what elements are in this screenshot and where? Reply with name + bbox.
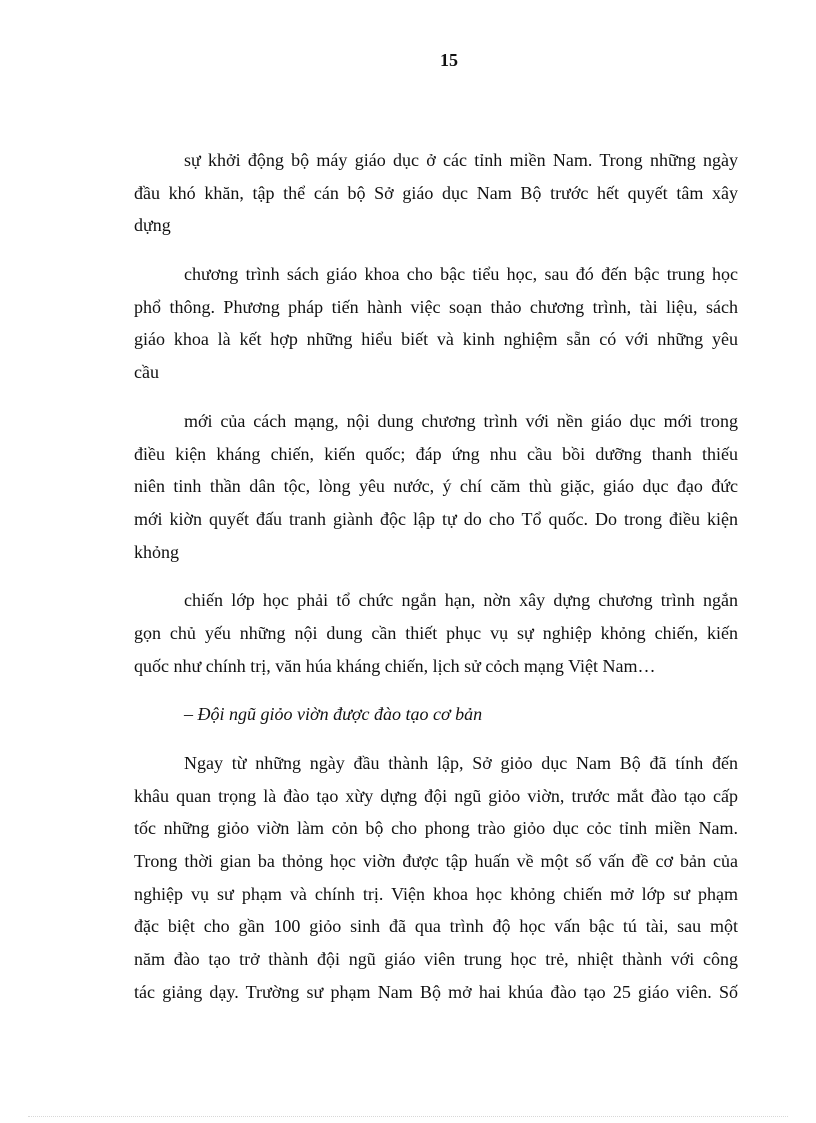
text-line: tác giảng dạy. Trường sư phạm Nam Bộ mở hai khúa đào tạo 25 giáo viên. Số <box>134 981 738 1002</box>
text-line: mới của cách mạng, nội dung chương trình với nền giáo dục mới trong <box>184 410 738 431</box>
page-number: 15 <box>440 50 458 70</box>
page-bottom-rule <box>28 1116 788 1117</box>
text-line: chiến lớp học phải tổ chức ngắn hạn, nờn xây dựng chương trình ngắn <box>184 590 738 611</box>
text-line: phổ thông. Phương pháp tiến hành việc soạn thảo chương trình, tài liệu, sách <box>134 296 738 317</box>
text-line: giáo khoa là kết hợp những hiểu biết và kinh nghiệm sẵn có với những yêu <box>134 329 738 350</box>
text-line: tốc những giỏo viờn làm cỏn bộ cho phong trào giỏo dục cỏc tỉnh miền Nam. <box>134 818 738 839</box>
text-line: mới kiờn quyết đấu tranh giành độc lập tự do cho Tổ quốc. Do trong điều kiện <box>134 508 738 529</box>
text-line: Trong thời gian ba thỏng học viờn được tập huấn về một số vấn đề cơ bản của <box>134 851 738 872</box>
text-line: điều kiện kháng chiến, kiến quốc; đáp ứng nhu cầu bồi dưỡng thanh thiếu <box>134 443 738 464</box>
text-line: khỏng <box>134 541 179 562</box>
text-line: Ngay từ những ngày đầu thành lập, Sở giỏo dục Nam Bộ đã tính đến <box>184 753 738 773</box>
paragraph <box>134 258 738 389</box>
text-line: chương trình sách giáo khoa cho bậc tiểu học, sau đó đến bậc trung học <box>184 264 738 285</box>
text-line: sự khởi động bộ máy giáo dục ở các tỉnh miền Nam. Trong những ngày <box>184 150 738 170</box>
document-body <box>134 144 738 1009</box>
text-line: gọn chủ yếu những nội dung cần thiết phục vụ sự nghiệp khỏng chiến, kiến <box>134 622 738 643</box>
paragraph <box>134 144 738 242</box>
paragraph-gap <box>134 731 738 747</box>
text-line: đặc biệt cho gần 100 giỏo sinh đã qua trình độ học vấn bậc tú tài, sau một <box>134 916 738 937</box>
paragraph-gap <box>134 242 738 258</box>
paragraph-gap <box>134 389 738 405</box>
paragraph <box>134 747 738 1009</box>
paragraph-gap <box>134 568 738 584</box>
paragraph-gap <box>134 682 738 698</box>
text-line: niên tinh thần dân tộc, lòng yêu nước, ý chí căm thù giặc, giáo dục đạo đức <box>134 476 738 497</box>
text-line: nghiệp vụ sư phạm và chính trị. Viện khoa học khỏng chiến mở lớp sư phạm <box>134 883 738 904</box>
section-subheading: – Đội ngũ giỏo viờn được đào tạo cơ bản <box>184 704 483 725</box>
text-line: dựng <box>134 215 171 236</box>
text-line: khâu quan trọng là đào tạo xừy dựng đội ngũ giỏo viờn, trước mắt đào tạo cấp <box>134 785 738 806</box>
text-line: cầu <box>134 362 159 383</box>
text-line: năm đào tạo trở thành đội ngũ giáo viên trung học trẻ, nhiệt thành với công <box>134 949 738 970</box>
paragraph <box>134 584 738 682</box>
paragraph <box>134 405 738 568</box>
text-line: đầu khó khăn, tập thể cán bộ Sở giáo dục Nam Bộ trước hết quyết tâm xây <box>134 182 738 203</box>
text-line: quốc như chính trị, văn húa kháng chiến, lịch sử cỏch mạng Việt Nam… <box>134 655 656 676</box>
